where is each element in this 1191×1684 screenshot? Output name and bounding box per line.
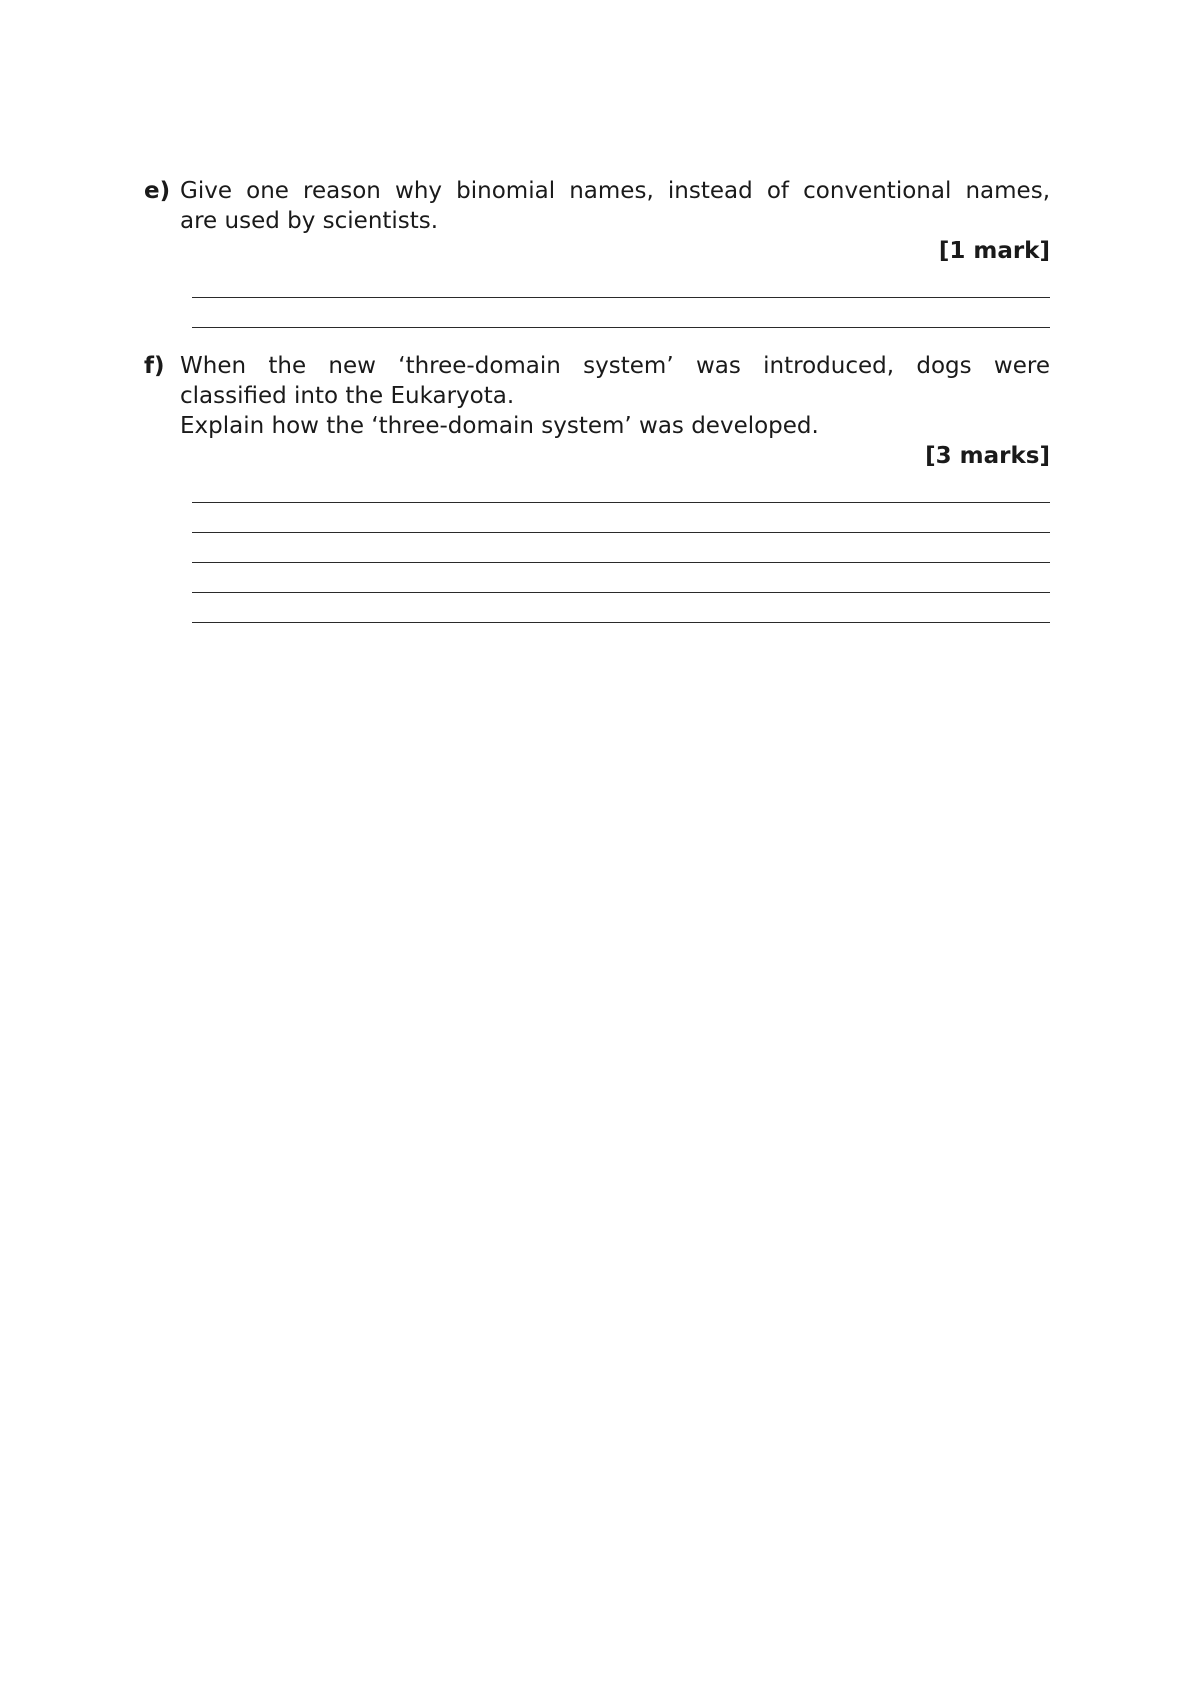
- answer-line[interactable]: [192, 473, 1050, 503]
- question-e-line-2: are used by scientists.: [180, 208, 439, 234]
- question-e-marks: [1 mark]: [938, 238, 1050, 264]
- question-e-answer-area[interactable]: [192, 268, 1050, 328]
- question-f-marks: [3 marks]: [925, 443, 1050, 469]
- answer-line[interactable]: [192, 533, 1050, 563]
- question-e: [144, 176, 1050, 328]
- question-e-label: e): [144, 178, 171, 204]
- question-f-line-2: classified into the Eukaryota.: [180, 383, 515, 409]
- question-f: [144, 351, 1050, 623]
- question-f-text: [180, 351, 1050, 441]
- answer-line[interactable]: [192, 563, 1050, 593]
- answer-line[interactable]: [192, 503, 1050, 533]
- answer-line[interactable]: [192, 593, 1050, 623]
- question-e-line-1: Give one reason why binomial names, instead of conventional names,: [180, 178, 1050, 204]
- question-f-line-1: When the new ‘three-domain system’ was introduced, dogs were: [180, 353, 1050, 379]
- answer-line[interactable]: [192, 298, 1050, 328]
- question-e-text: [180, 176, 1050, 236]
- question-f-answer-area[interactable]: [192, 473, 1050, 623]
- answer-line[interactable]: [192, 268, 1050, 298]
- question-e-row: [144, 176, 1050, 236]
- question-f-line-3: Explain how the ‘three-domain system’ was developed.: [180, 413, 819, 439]
- question-f-row: [144, 351, 1050, 441]
- question-f-label: f): [144, 353, 165, 379]
